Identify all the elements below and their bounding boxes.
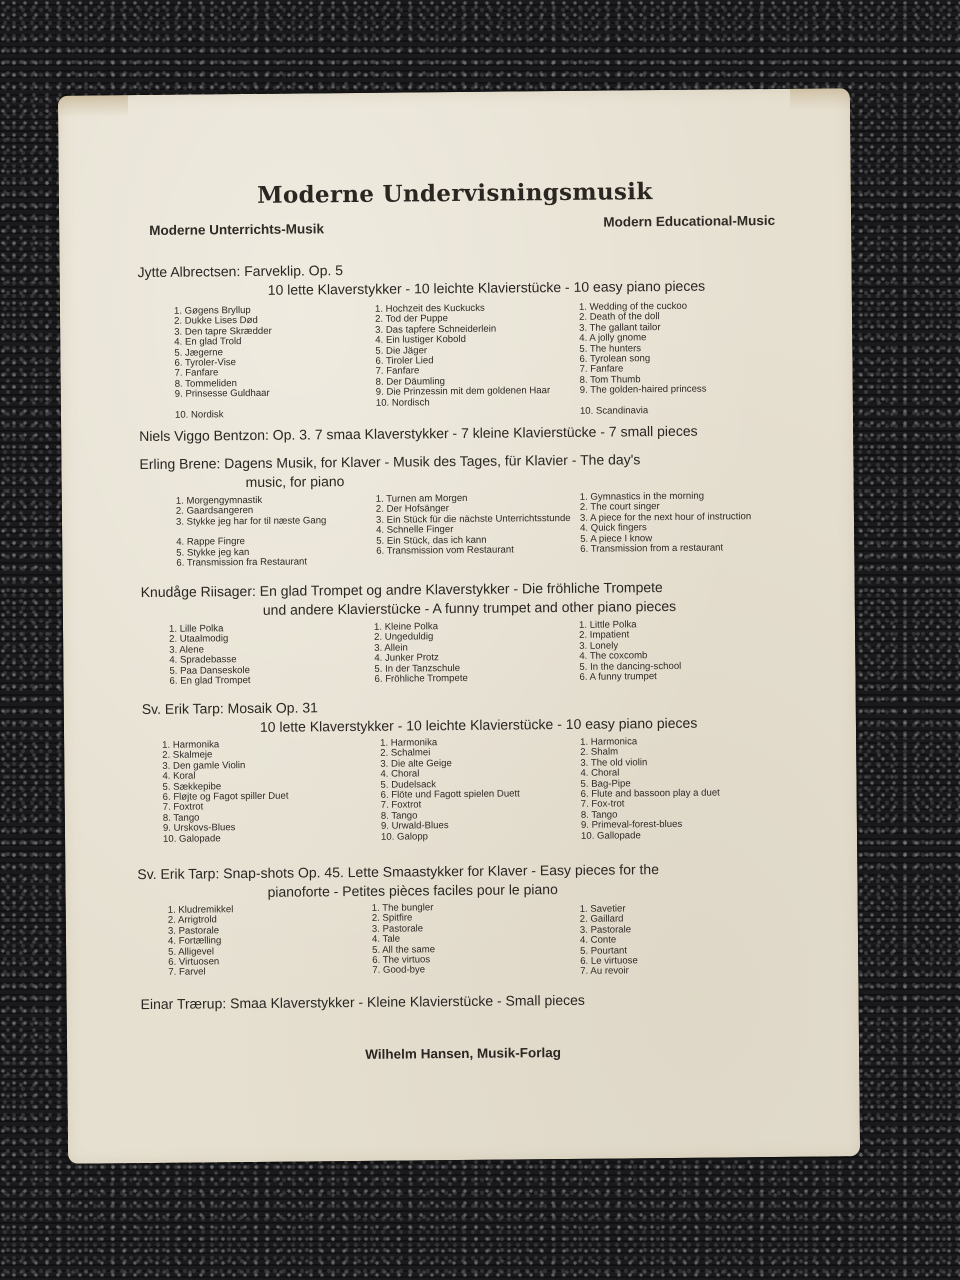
list-item: 6. Transmission from a restaurant xyxy=(580,542,724,555)
list-item: 10. Nordisk xyxy=(174,408,224,421)
composer-line: Knudåge Riisager: En glad Trompet og andre Klaverstykker - Die fröhliche Trompete xyxy=(140,579,663,601)
list-item: 6. Tiroler Lied xyxy=(375,355,434,367)
section-heading xyxy=(141,577,781,621)
section-bentzon xyxy=(139,421,779,446)
list-item: 4. Choral xyxy=(580,767,620,780)
composer-line: Jytte Albrectsen: Farveklip. Op. 5 xyxy=(137,262,344,281)
subtitle-line: music, for piano xyxy=(245,473,345,491)
german-column xyxy=(380,737,581,844)
list-item: 5. Pourtant xyxy=(580,945,628,957)
list-item: 5. Stykke jeg kan xyxy=(176,546,250,559)
list-item: 3. Alene xyxy=(169,644,204,656)
section-heading xyxy=(139,421,779,446)
list-item: 2. Schalmei xyxy=(380,747,431,760)
list-item: 3. Pastorale xyxy=(167,925,220,937)
danish-column xyxy=(174,305,376,421)
list-item: 1. Wedding of the cuckoo xyxy=(578,300,688,313)
list-item: 3. Lonely xyxy=(579,640,619,652)
list-item: 5. All the same xyxy=(372,943,436,956)
list-item: 2. Spitfire xyxy=(371,912,413,925)
section-heading xyxy=(142,694,782,738)
list-item: 7. Good-bye xyxy=(372,964,426,977)
list-item: 10. Nordisch xyxy=(375,396,430,409)
list-item: 2. Tod der Puppe xyxy=(375,313,449,326)
list-item: 1. Savetier xyxy=(579,903,626,915)
list-item: 7. Foxtrot xyxy=(380,799,422,812)
list-item: 3. Das tapfere Schneiderlein xyxy=(375,323,497,336)
list-item: 7. Farvel xyxy=(168,966,206,979)
list-item: 2. Gaillard xyxy=(579,913,624,926)
list-item: 3. A piece for the next hour of instruction xyxy=(579,511,752,524)
list-item: 4. Quick fingers xyxy=(580,522,647,535)
list-item: 7. Fanfare xyxy=(579,363,624,376)
list-item: 3. Die alte Geige xyxy=(380,757,452,770)
list-item: 8. Der Däumling xyxy=(375,375,446,388)
list-item: 2. The court singer xyxy=(579,501,660,514)
list-item: 2. Gaardsangeren xyxy=(175,505,254,518)
list-item: 1. Kludremikkel xyxy=(167,904,234,916)
list-item: 10. Scandinavia xyxy=(579,404,649,417)
list-item: 3. Ein Stück für die nächste Unterrichtsstunde xyxy=(375,512,571,526)
list-item: 9. The golden-haired princess xyxy=(579,383,707,397)
list-item: 1. Gymnastics in the morning xyxy=(579,490,705,503)
list-item: 1. The bungler xyxy=(371,902,434,914)
section-heading xyxy=(138,257,778,301)
list-item: 5. Sækkepibe xyxy=(162,780,222,793)
list-item: 9. Die Prinzessin mit dem goldenen Haar xyxy=(375,385,551,399)
list-item: 1. Morgengymnastik xyxy=(175,494,263,507)
danish-column xyxy=(162,739,381,846)
list-item: 6. Le virtuose xyxy=(580,955,638,967)
subtitle-line: 10 lette Klaverstykker - 10 leichte Klavierstücke - 10 easy piano pieces xyxy=(259,714,698,735)
list-item: 3. The gallant tailor xyxy=(579,321,661,334)
list-item: 1. Harmonika xyxy=(380,737,438,749)
list-item: 6. Transmission vom Restaurant xyxy=(376,544,514,557)
list-item: 7. Fanfare xyxy=(174,367,219,380)
list-item: 5. Ein Stück, das ich kann xyxy=(376,534,487,547)
list-item: 2. Shalm xyxy=(580,746,619,759)
section-tarp-mosaik xyxy=(142,694,783,846)
list-item: 8. Tom Thumb xyxy=(579,374,641,386)
list-item: 6. Flöte und Fagott spielen Duett xyxy=(380,788,520,801)
sheet-music-back-cover xyxy=(58,88,860,1164)
list-item: 3. Allein xyxy=(374,642,408,654)
english-column xyxy=(372,902,581,980)
list-item: 1. Gøgens Bryllup xyxy=(173,304,251,317)
list-item: 1. Harmonica xyxy=(580,736,638,748)
list-item: 8. Tommeliden xyxy=(174,377,237,390)
list-item: 4. Fortælling xyxy=(167,935,222,948)
german-column xyxy=(375,303,580,419)
page-title: Moderne Undervisningsmusik xyxy=(257,178,653,209)
list-item: 5. Die Jäger xyxy=(375,344,428,357)
list-item: 7. Fox-trot xyxy=(580,798,625,811)
german-column xyxy=(376,493,581,567)
subtitle-line: pianoforte - Petites pièces faciles pour le piano xyxy=(267,881,558,900)
list-item: 6. Transmission fra Restaurant xyxy=(176,556,308,569)
list-item: 1. Turnen am Morgen xyxy=(375,492,468,505)
list-item: 3. The old violin xyxy=(580,757,648,769)
list-item: 2. Skalmeje xyxy=(162,749,213,762)
list-item: 6. Fröhliche Trompete xyxy=(374,672,468,685)
list-item: 2. Dukke Lises Død xyxy=(174,315,258,328)
list-item: 2. Utaalmodig xyxy=(169,633,229,646)
list-item: 6. A funny trumpet xyxy=(579,671,657,683)
list-item: 6. Tyrolean song xyxy=(579,353,651,365)
french-column xyxy=(580,900,779,978)
list-item: 6. The virtuos xyxy=(372,954,431,966)
english-column xyxy=(580,491,781,565)
list-item: 7. Fanfare xyxy=(375,365,420,378)
danish-column xyxy=(169,623,375,687)
list-item: 1. Lille Polka xyxy=(168,623,224,635)
list-item: 6. Tyroler-Vise xyxy=(174,357,237,369)
list-item: 7. Foxtrot xyxy=(162,801,204,814)
list-item: 5. In the dancing-school xyxy=(579,660,682,673)
list-item: 5. Bag-Pipe xyxy=(580,777,631,790)
list-item: 7. Au revoir xyxy=(580,965,629,978)
list-item: 4. Rappe Fingre xyxy=(176,536,246,548)
section-heading xyxy=(141,989,781,1014)
danish-column xyxy=(168,904,373,982)
subtitle-line: 10 lette Klaverstykker - 10 leichte Klavierstücke - 10 easy piano pieces xyxy=(267,277,706,298)
composer-line: Niels Viggo Bentzon: Op. 3. 7 smaa Klaverstykker - 7 kleine Klavierstücke - 7 small pieces xyxy=(139,422,698,445)
list-item: 4. Junker Protz xyxy=(374,652,439,665)
list-item: 4. A jolly gnome xyxy=(579,332,647,345)
list-item: 2. Arrigtrold xyxy=(167,914,217,927)
composer-line: Erling Brene: Dagens Musik, for Klaver - Musik des Tages, für Klavier - The day's xyxy=(139,451,641,473)
piece-columns xyxy=(162,735,783,846)
list-item: 5. A piece I know xyxy=(580,532,653,545)
list-item: 6. En glad Trompet xyxy=(169,675,251,687)
list-item: 4. Spradebasse xyxy=(169,654,237,667)
piece-columns xyxy=(174,301,779,421)
list-item: 6. Virtuosen xyxy=(168,956,220,968)
list-item: 4. The coxcomb xyxy=(579,650,648,663)
list-item: 9. Prinsesse Guldhaar xyxy=(174,388,270,400)
list-item: 3. Den tapre Skrædder xyxy=(174,325,272,338)
list-item: 4. Koral xyxy=(162,770,196,783)
list-item: 2. Der Hofsänger xyxy=(375,503,449,516)
list-item: 2. Impatient xyxy=(579,629,630,642)
list-item: 9. Primeval-forest-blues xyxy=(580,819,683,832)
list-item: 5. Jægerne xyxy=(174,346,223,359)
list-item: 5. Alligevel xyxy=(168,945,215,958)
section-riisager xyxy=(141,577,782,688)
list-item: 3. Stykke jeg har for til næste Gang xyxy=(175,515,327,528)
composer-line: Sv. Erik Tarp: Mosaik Op. 31 xyxy=(141,699,318,718)
german-column xyxy=(374,621,580,685)
danish-column xyxy=(176,495,377,569)
composer-line: Einar Trærup: Smaa Klaverstykker - Kleine Klavierstücke - Small pieces xyxy=(140,991,585,1013)
list-item: 1. Kleine Polka xyxy=(373,621,439,633)
list-item: 3. Den gamle Violin xyxy=(162,759,246,772)
section-albrectsen xyxy=(138,257,779,421)
piece-columns xyxy=(168,900,779,982)
composer-line: Sv. Erik Tarp: Snap-shots Op. 45. Lette Smaastykker for Klaver - Easy pieces for the xyxy=(137,861,660,883)
list-item: 10. Galopade xyxy=(162,832,221,845)
subtitle-german: Moderne Unterrichts-Musik xyxy=(149,221,325,238)
english-column xyxy=(580,735,781,842)
list-item: 9. Urwald-Blues xyxy=(380,820,449,833)
list-item: 1. Harmonika xyxy=(162,739,220,751)
list-item: 4. Schnelle Finger xyxy=(376,524,454,537)
section-tarp-snapshots xyxy=(137,859,778,982)
list-item: 6. Fløjte og Fagot spiller Duet xyxy=(162,790,289,803)
section-traerup xyxy=(141,989,781,1014)
list-item: 8. Tango xyxy=(162,812,200,824)
english-column xyxy=(579,301,779,417)
list-item: 6. Flute and bassoon play a duet xyxy=(580,787,720,800)
list-item: 10. Galopp xyxy=(380,830,429,843)
list-item: 4. Choral xyxy=(380,768,420,780)
list-item: 8. Tango xyxy=(580,809,618,821)
section-heading xyxy=(137,859,777,903)
list-item: 5. In der Tanzschule xyxy=(374,662,461,675)
piece-columns xyxy=(176,491,781,569)
section-brene xyxy=(139,449,780,570)
list-item: 8. Tango xyxy=(380,810,418,822)
list-item: 4. Tale xyxy=(371,933,401,946)
list-item: 4. En glad Trold xyxy=(174,336,242,348)
list-item: 5. Paa Danseskole xyxy=(169,664,250,677)
list-item: 3. Pastorale xyxy=(371,923,424,935)
list-item: 9. Urskovs-Blues xyxy=(162,822,236,835)
piece-columns xyxy=(169,619,782,687)
subtitle-line: und andere Klavierstücke - A funny trumpet and other piano pieces xyxy=(262,597,677,618)
list-item: 5. The hunters xyxy=(579,342,642,355)
list-item: 1. Little Polka xyxy=(578,619,637,631)
list-item: 5. Dudelsack xyxy=(380,778,437,791)
list-item: 2. Ungeduldig xyxy=(374,631,434,644)
page-content xyxy=(136,89,776,1062)
english-column xyxy=(579,619,780,683)
list-item: 4. Ein lustiger Kobold xyxy=(375,334,466,347)
subtitle-english: Modern Educational-Music xyxy=(603,212,776,230)
list-item: 3. Pastorale xyxy=(579,924,632,936)
section-heading xyxy=(139,449,779,493)
list-item: 1. Hochzeit des Kuckucks xyxy=(374,302,485,315)
publisher: Wilhelm Hansen, Musik-Forlag xyxy=(365,1045,561,1062)
list-item: 2. Death of the doll xyxy=(578,311,660,324)
list-item: 4. Conte xyxy=(579,934,617,947)
list-item: 10. Gallopade xyxy=(580,829,641,842)
